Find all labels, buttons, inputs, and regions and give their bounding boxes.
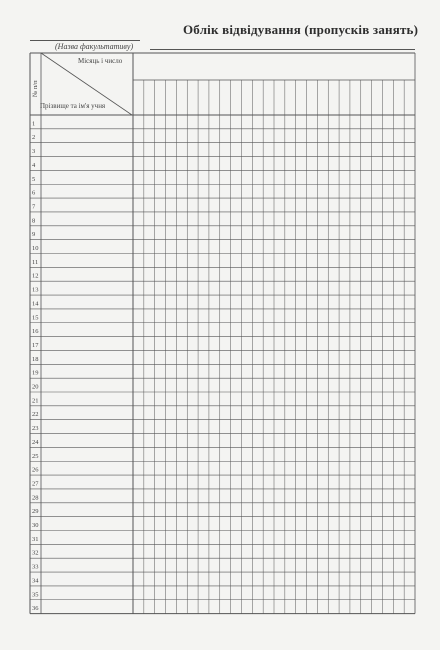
row-number: 34 xyxy=(32,577,39,585)
row-number: 23 xyxy=(32,425,39,433)
row-number: 8 xyxy=(32,217,36,225)
row-number: 26 xyxy=(32,466,39,474)
row-number: 27 xyxy=(32,480,39,488)
row-number: 1 xyxy=(32,120,36,128)
grid-lines xyxy=(30,53,415,614)
row-number: 18 xyxy=(32,355,39,363)
faculty-name-placeholder: (Назва факультативу) xyxy=(55,42,134,51)
row-number: 4 xyxy=(32,161,36,169)
student-name-label: Прізвище та ім'я учня xyxy=(40,102,106,110)
row-number: 30 xyxy=(32,522,39,529)
row-number: 35 xyxy=(32,591,39,599)
row-number: 10 xyxy=(32,245,39,252)
row-number: 14 xyxy=(32,300,39,308)
row-number: 17 xyxy=(32,341,39,349)
row-number: 28 xyxy=(32,494,39,502)
row-number: 21 xyxy=(32,397,39,405)
row-number: 29 xyxy=(32,508,39,516)
row-number: 13 xyxy=(32,286,39,294)
row-number: 19 xyxy=(32,369,39,377)
row-number: 36 xyxy=(32,605,39,613)
row-number: 6 xyxy=(32,189,36,197)
row-number: 32 xyxy=(32,549,39,557)
row-number: 16 xyxy=(32,328,39,336)
row-number: 33 xyxy=(32,563,39,571)
row-number: 15 xyxy=(32,314,39,322)
row-number: 24 xyxy=(32,438,39,446)
row-number: 25 xyxy=(32,452,39,460)
row-number: 22 xyxy=(32,411,39,419)
row-number: 2 xyxy=(32,134,36,142)
row-numbers xyxy=(32,120,39,612)
month-day-label: Місяць і число xyxy=(78,57,123,65)
row-number: 9 xyxy=(32,231,36,239)
num-column-header: № п/п xyxy=(32,80,39,97)
row-number: 12 xyxy=(32,272,39,280)
row-number: 20 xyxy=(32,383,39,391)
row-number: 11 xyxy=(32,258,39,266)
row-number: 3 xyxy=(32,148,36,156)
row-number: 5 xyxy=(32,175,36,183)
row-number: 31 xyxy=(32,535,39,543)
row-number: 7 xyxy=(32,203,36,211)
page-title: Облік відвідування (пропусків занять) xyxy=(183,22,419,37)
